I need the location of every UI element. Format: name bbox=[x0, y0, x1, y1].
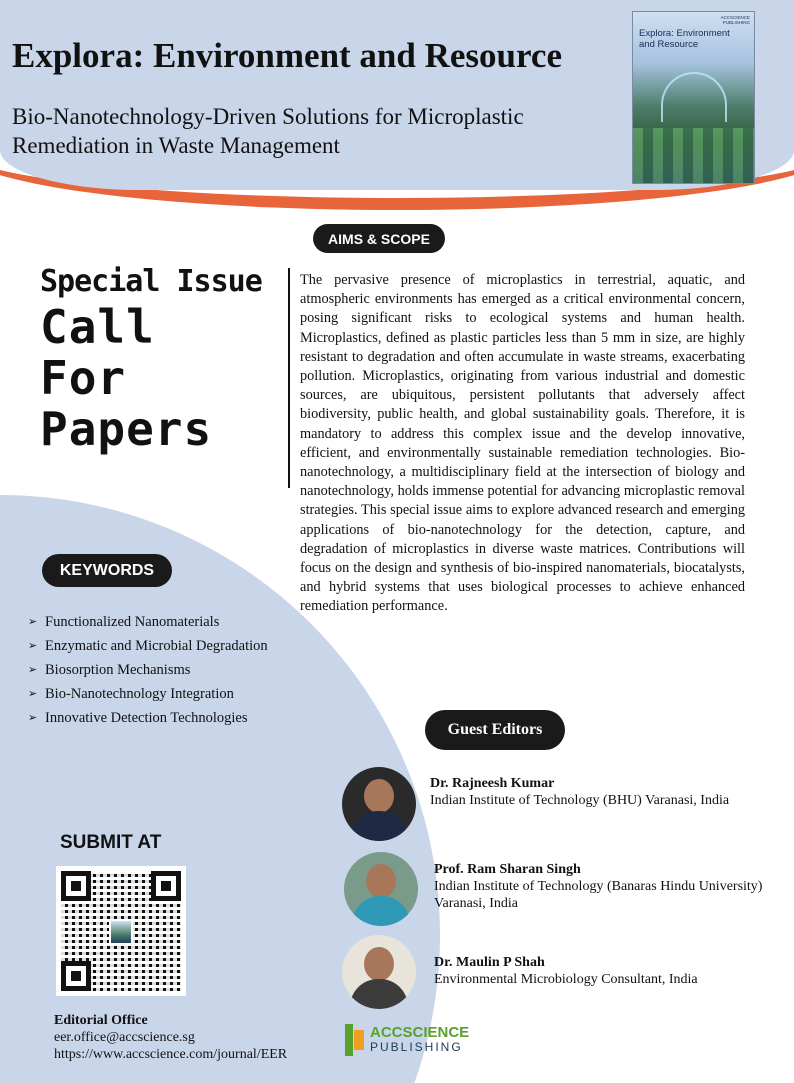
accscience-logo bbox=[345, 1024, 469, 1056]
cover-title-line1: Explora: Environment bbox=[639, 28, 730, 39]
keyword-item bbox=[28, 658, 278, 682]
issue-title bbox=[12, 102, 612, 160]
keyword-text: Enzymatic and Microbial Degradation bbox=[45, 638, 268, 654]
logo-line2: PUBLISHING bbox=[370, 1040, 463, 1054]
editor-affiliation: Indian Institute of Technology (BHU) Varanasi, India bbox=[430, 793, 730, 808]
arrow-bullet-icon: ➢ bbox=[28, 639, 38, 652]
avatar-head bbox=[364, 947, 394, 981]
cover-fields-graphic bbox=[633, 128, 754, 183]
keywords-badge: KEYWORDS bbox=[42, 554, 172, 587]
logo-line1: ACCSCIENCE bbox=[370, 1024, 470, 1041]
editor-name: Prof. Ram Sharan Singh bbox=[434, 862, 581, 877]
avatar-body bbox=[352, 896, 410, 926]
editor-photo-ram-sharan-singh bbox=[344, 852, 418, 926]
office-email[interactable]: eer.office@accscience.sg bbox=[54, 1030, 195, 1045]
qr-finder-top-left bbox=[61, 871, 91, 901]
avatar-body bbox=[350, 811, 408, 841]
editor-maulin-shah bbox=[434, 954, 764, 988]
journal-cover-image bbox=[632, 11, 755, 184]
arrow-bullet-icon: ➢ bbox=[28, 615, 38, 628]
cover-publisher bbox=[720, 15, 750, 25]
editor-name: Dr. Rajneesh Kumar bbox=[430, 776, 555, 791]
cfp-special-issue: Special Issue bbox=[40, 264, 262, 299]
cover-publisher-line2: PUBLISHING bbox=[722, 20, 750, 25]
qr-center-logo bbox=[109, 919, 133, 945]
arrow-bullet-icon: ➢ bbox=[28, 687, 38, 700]
office-url[interactable]: https://www.accscience.com/journal/EER bbox=[54, 1047, 288, 1062]
editor-affiliation: Environmental Microbiology Consultant, India bbox=[434, 972, 698, 987]
editor-ram-sharan-singh bbox=[434, 861, 764, 912]
keyword-item bbox=[28, 634, 278, 658]
keyword-item bbox=[28, 610, 278, 634]
issue-title-line1: Bio-Nanotechnology-Driven Solutions for Microplastic bbox=[12, 104, 524, 129]
vertical-divider bbox=[288, 268, 290, 488]
editor-photo-maulin-shah bbox=[342, 935, 416, 1009]
cfp-for: For bbox=[40, 351, 127, 405]
cover-title-line2: and Resource bbox=[639, 39, 699, 50]
aims-scope-badge: AIMS & SCOPE bbox=[313, 224, 445, 253]
cfp-call: Call bbox=[40, 300, 155, 354]
editorial-office bbox=[54, 1012, 287, 1063]
keyword-text: Functionalized Nanomaterials bbox=[45, 614, 220, 630]
keyword-text: Innovative Detection Technologies bbox=[45, 710, 248, 726]
qr-finder-bottom-left bbox=[61, 961, 91, 991]
editor-rajneesh-kumar bbox=[430, 775, 750, 809]
logo-text bbox=[370, 1025, 469, 1055]
keyword-item bbox=[28, 706, 278, 730]
cover-dome-graphic bbox=[661, 72, 727, 122]
office-title: Editorial Office bbox=[54, 1013, 148, 1028]
editor-name: Dr. Maulin P Shah bbox=[434, 955, 545, 970]
submission-qr-code[interactable] bbox=[56, 866, 186, 996]
avatar-body bbox=[350, 979, 408, 1009]
avatar-head bbox=[366, 864, 396, 898]
keyword-item bbox=[28, 682, 278, 706]
aims-scope-text: The pervasive presence of microplastics in terrestrial, aquatic, and atmospheric environments has emerged as a critical environmental concern, posing significant risks to ecological systems and human health. Microplastics, defined as plastic particles less than 5 mm in size, are highly resistant to degradation and often accumulate in waste streams, exacerbating pollution. Microplastics, originating from various industrial and domestic sources, are ubiquitous, persistent pollutants that adversely affect biodiversity, public health, and global sustainability goals. Therefore, it is mandatory to address this complex issue and the develop innovative, efficient, and environmentally sustainable remediation technologies. Bio-nanotechnology, a multidisciplinary field at the intersection of biology and nanotechnology, holds immense potential for advancing microplastic removal strategies. This special issue aims to explore advanced research and emerging applications of bio-nanotechnology for the detection, capture, and degradation of microplastics in diverse waste matrices. Contributions will focus on the design and synthesis of bio-inspired nanomaterials, biocatalysts, and hybrid systems that uses biological processes to achieve enhanced remediation performance. bbox=[300, 272, 745, 615]
issue-title-line2: Remediation in Waste Management bbox=[12, 133, 340, 158]
guest-editors-badge: Guest Editors bbox=[425, 710, 565, 750]
arrow-bullet-icon: ➢ bbox=[28, 711, 38, 724]
arrow-bullet-icon: ➢ bbox=[28, 663, 38, 676]
logo-mark-icon bbox=[345, 1024, 365, 1056]
journal-title: Explora: Environment and Resource bbox=[12, 36, 562, 75]
keyword-text: Bio-Nanotechnology Integration bbox=[45, 686, 234, 702]
keyword-text: Biosorption Mechanisms bbox=[45, 662, 191, 678]
logo-mark-orange bbox=[354, 1030, 364, 1050]
call-for-papers-heading bbox=[40, 262, 262, 455]
cover-title bbox=[639, 28, 730, 50]
submit-at-label: SUBMIT AT bbox=[60, 832, 162, 853]
avatar-head bbox=[364, 779, 394, 813]
editor-photo-rajneesh-kumar bbox=[342, 767, 416, 841]
qr-pattern bbox=[61, 871, 181, 991]
cfp-papers: Papers bbox=[40, 402, 213, 456]
keywords-list bbox=[28, 610, 278, 730]
editor-affiliation: Indian Institute of Technology (Banaras Hindu University) Varanasi, India bbox=[434, 879, 763, 911]
qr-finder-top-right bbox=[151, 871, 181, 901]
logo-mark-green bbox=[345, 1024, 353, 1056]
cover-publisher-line1: ACCSCIENCE bbox=[720, 15, 750, 20]
